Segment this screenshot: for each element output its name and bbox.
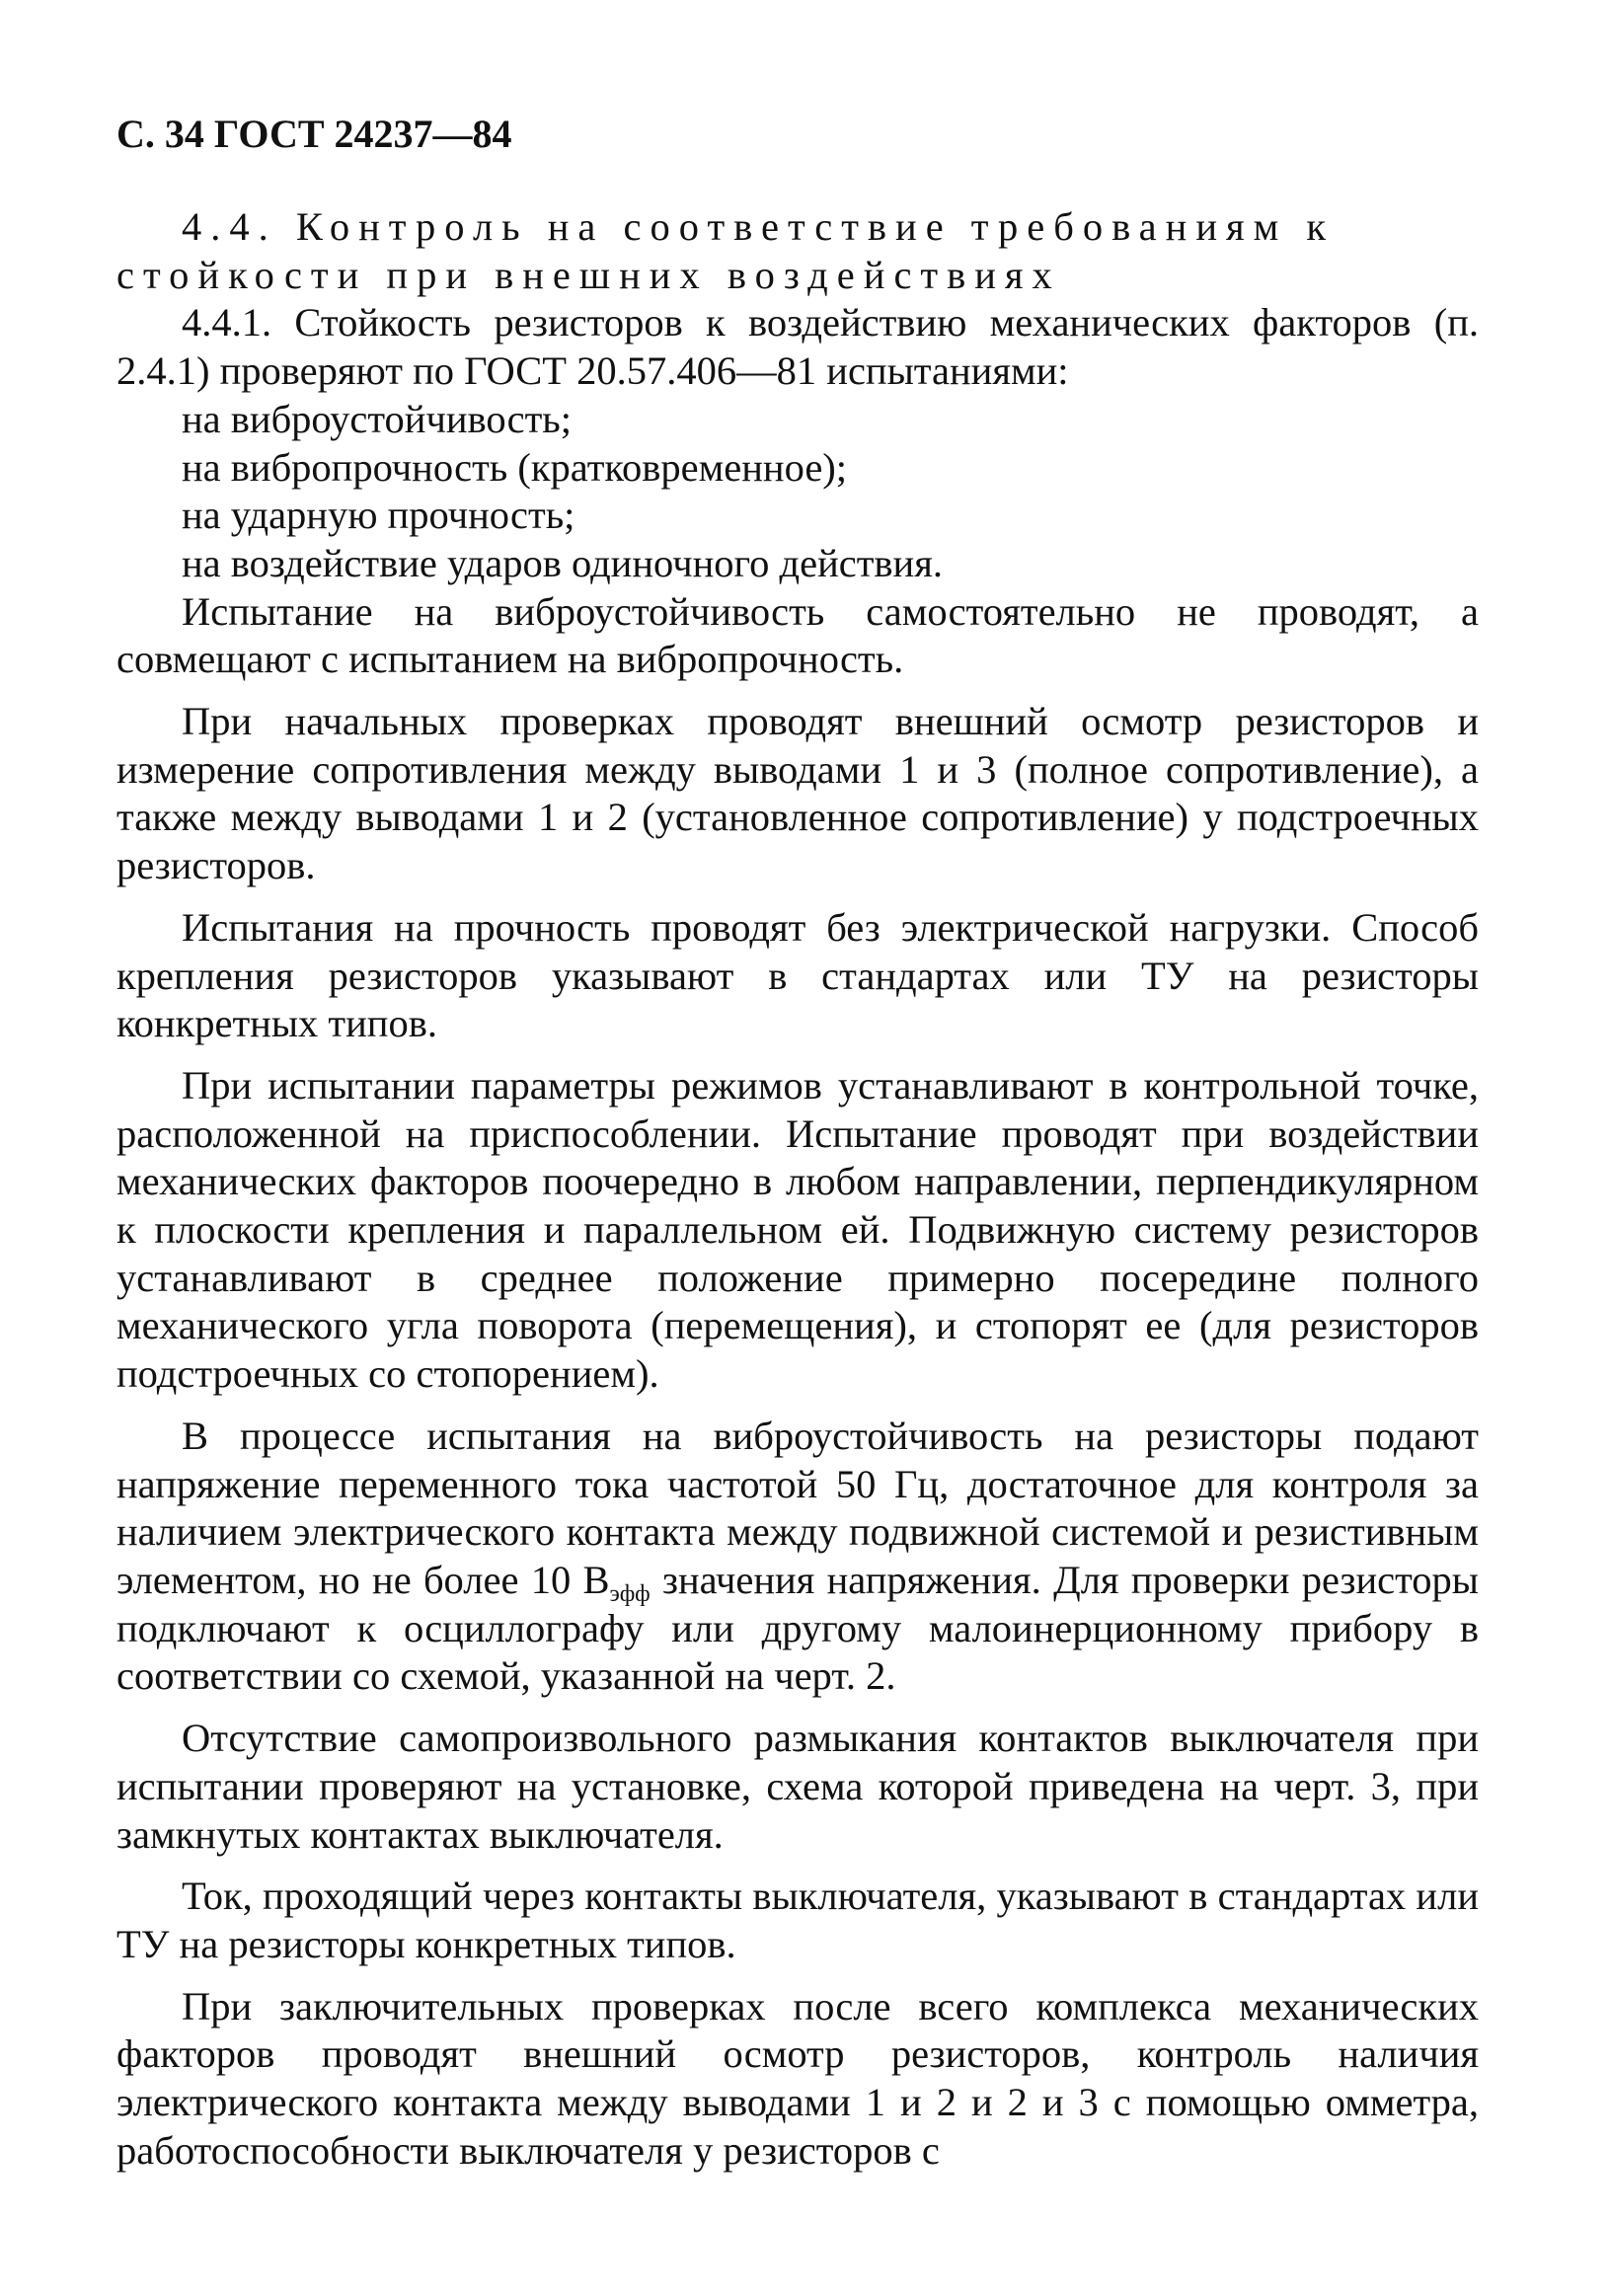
paragraph <box>116 1413 1479 1701</box>
document-body <box>116 203 1479 2175</box>
subscript-eff: эфф <box>609 1580 651 1607</box>
list-item: на виброустойчивость; <box>182 396 572 441</box>
paragraph: Отсутствие самопроизвольного размыкания контактов выключателя при испытании проверяют на установке, схема которой приведена на черт. 3, при замкнутых контактах выключателя. <box>116 1716 1479 1857</box>
paragraph-text: значения напряжения. Для проверки резисторы подключают к осциллографу или другому малоинерционному прибору в соответствии со схемой, указанной на черт. 2. <box>116 1557 1479 1699</box>
paragraph: При начальных проверках проводят внешний осмотр резисторов и измерение сопротивления между выводами 1 и 3 (полное сопротивление), а также между выводами 1 и 2 (установленное сопротивление) у подстроечных резисторов. <box>116 699 1479 888</box>
list-item: на ударную прочность; <box>182 493 575 538</box>
page-header: С. 34 ГОСТ 24237—84 <box>116 112 512 156</box>
paragraph: Испытания на прочность проводят без электрической нагрузки. Способ крепления резисторов указывают в стандартах или ТУ на резисторы конкретных типов. <box>116 904 1479 1046</box>
section-title: 4.4. Контроль на соответствие требованиям к стойкости при внешних воздействиях <box>116 204 1336 297</box>
paragraph: Ток, проходящий через контакты выключателя, указывают в стандартах или ТУ на резисторы конкретных типов. <box>116 1874 1479 1966</box>
list-item: на вибропрочность (кратковременное); <box>182 444 848 490</box>
paragraph: Испытание на виброустойчивость самостоятельно не проводят, а совмещают с испытанием на вибропрочность. <box>116 588 1479 682</box>
document-page <box>116 111 1479 2175</box>
paragraph: При испытании параметры режимов устанавливают в контрольной точке, расположенной на приспособлении. Испытание проводят при воздействии механических факторов поочередно в любом направлении, перпендикулярном к плоскости крепления и параллельном ей. Подвижную систему резисторов устанавливают в среднее положение примерно посередине полного механического угла поворота (перемещения), и стопорят ее (для резисторов подстроечных со стопорением). <box>116 1062 1479 1397</box>
paragraph: При заключительных проверках после всего комплекса механических факторов проводят внешний осмотр резисторов, контроль наличия электрического контакта между выводами 1 и 2 и 2 и 3 с помощью омметра, работоспособности выключателя у резисторов с <box>116 1983 1479 2173</box>
list-item: на воздействие ударов одиночного действия. <box>182 540 943 585</box>
clause-intro: 4.4.1. Стойкость резисторов к воздействию механических факторов (п. 2.4.1) проверяют по ГОСТ 20.57.406—81 испытаниями: <box>116 300 1479 394</box>
paragraph-text: В процессе испытания на виброустойчивость на резисторы подают напряжение переменного тока частотой 50 Гц, достаточное для контроля за наличием электрического контакта между подвижной системой и резистивным элементом, но не более 10 В <box>116 1413 1479 1602</box>
